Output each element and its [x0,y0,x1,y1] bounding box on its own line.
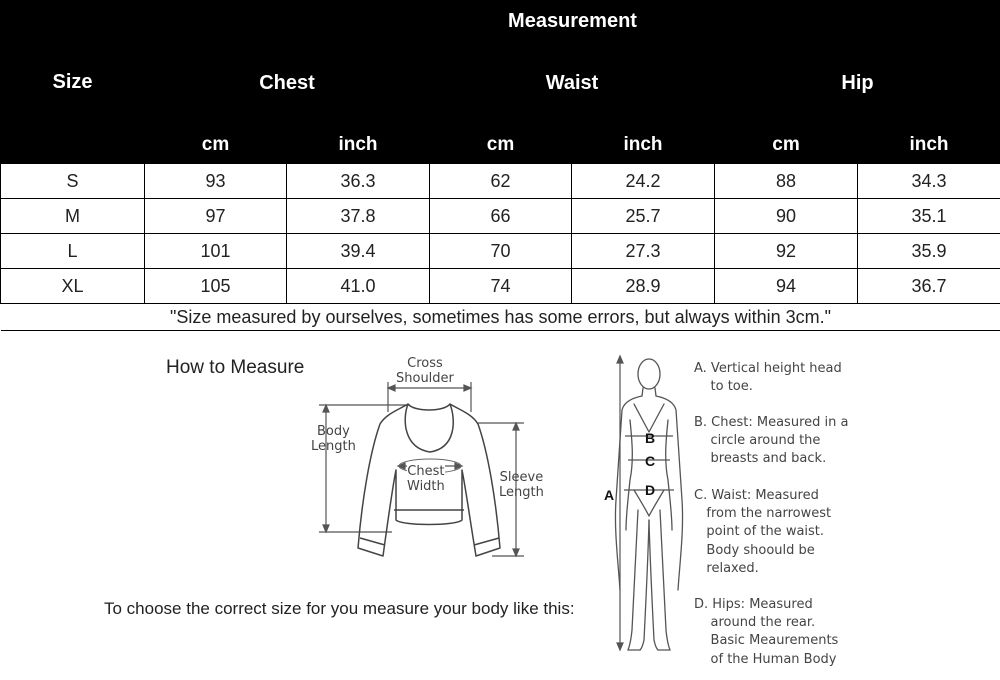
size-cell: L [1,234,145,269]
table-cell: 92 [715,234,858,269]
marker-a: A [604,487,615,503]
unit-header: inch [572,126,715,164]
unit-header: cm [715,126,858,164]
table-cell: 74 [430,269,572,304]
table-cell: 97 [145,199,287,234]
table-cell: 35.9 [858,234,1000,269]
table-cell: 41.0 [287,269,430,304]
table-cell: 66 [430,199,572,234]
size-cell: S [1,164,145,199]
description-c: C. Waist: Measured from the narrowest point of the waist. Body shoould be relaxed. [694,488,832,576]
table-cell: 94 [715,269,858,304]
marker-b: B [645,430,656,446]
table-cell: 70 [430,234,572,269]
table-cell: 93 [145,164,287,199]
description-d: D. Hips: Measured around the rear. Basic Meaurements of the Human Body [694,597,839,667]
body-length-label: Body Length [311,424,356,454]
how-to-measure-heading: How to Measure [166,357,305,378]
marker-c: C [645,453,656,469]
unit-header: cm [430,126,572,164]
instruction-text: To choose the correct size for you measure your body like this: [104,599,575,618]
table-row [1,199,1000,234]
sleeve-length-label: Sleeve Length [499,470,544,500]
waist-header: Waist [430,42,715,126]
unit-header: inch [287,126,430,164]
cross-shoulder-label: Cross Shoulder [396,356,454,386]
table-cell: 27.3 [572,234,715,269]
marker-d: D [645,482,656,498]
table-cell: 105 [145,269,287,304]
chest-header: Chest [145,42,430,126]
table-cell: 28.9 [572,269,715,304]
table-cell: 90 [715,199,858,234]
table-cell: 101 [145,234,287,269]
measurement-note: "Size measured by ourselves, sometimes has some errors, but always within 3cm." [1,304,1000,331]
table-cell: 37.8 [287,199,430,234]
table-cell: 34.3 [858,164,1000,199]
table-row [1,234,1000,269]
table-cell: 36.3 [287,164,430,199]
size-header: Size [1,1,145,164]
table-cell: 36.7 [858,269,1000,304]
table-cell: 39.4 [287,234,430,269]
chest-width-label: Chest Width [407,464,445,494]
description-a: A. Vertical height head to toe. [694,361,842,395]
hip-header: Hip [715,42,1000,126]
table-cell: 35.1 [858,199,1000,234]
table-row [1,164,1000,199]
size-chart-table [0,0,1000,331]
table-row [1,269,1000,304]
description-b: B. Chest: Measured in a circle around the breasts and back. [694,415,849,467]
size-cell: XL [1,269,145,304]
table-cell: 88 [715,164,858,199]
table-cell: 62 [430,164,572,199]
table-cell: 24.2 [572,164,715,199]
size-cell: M [1,199,145,234]
table-cell: 25.7 [572,199,715,234]
unit-header: inch [858,126,1000,164]
measurement-header: Measurement [145,1,1000,42]
unit-header: cm [145,126,287,164]
